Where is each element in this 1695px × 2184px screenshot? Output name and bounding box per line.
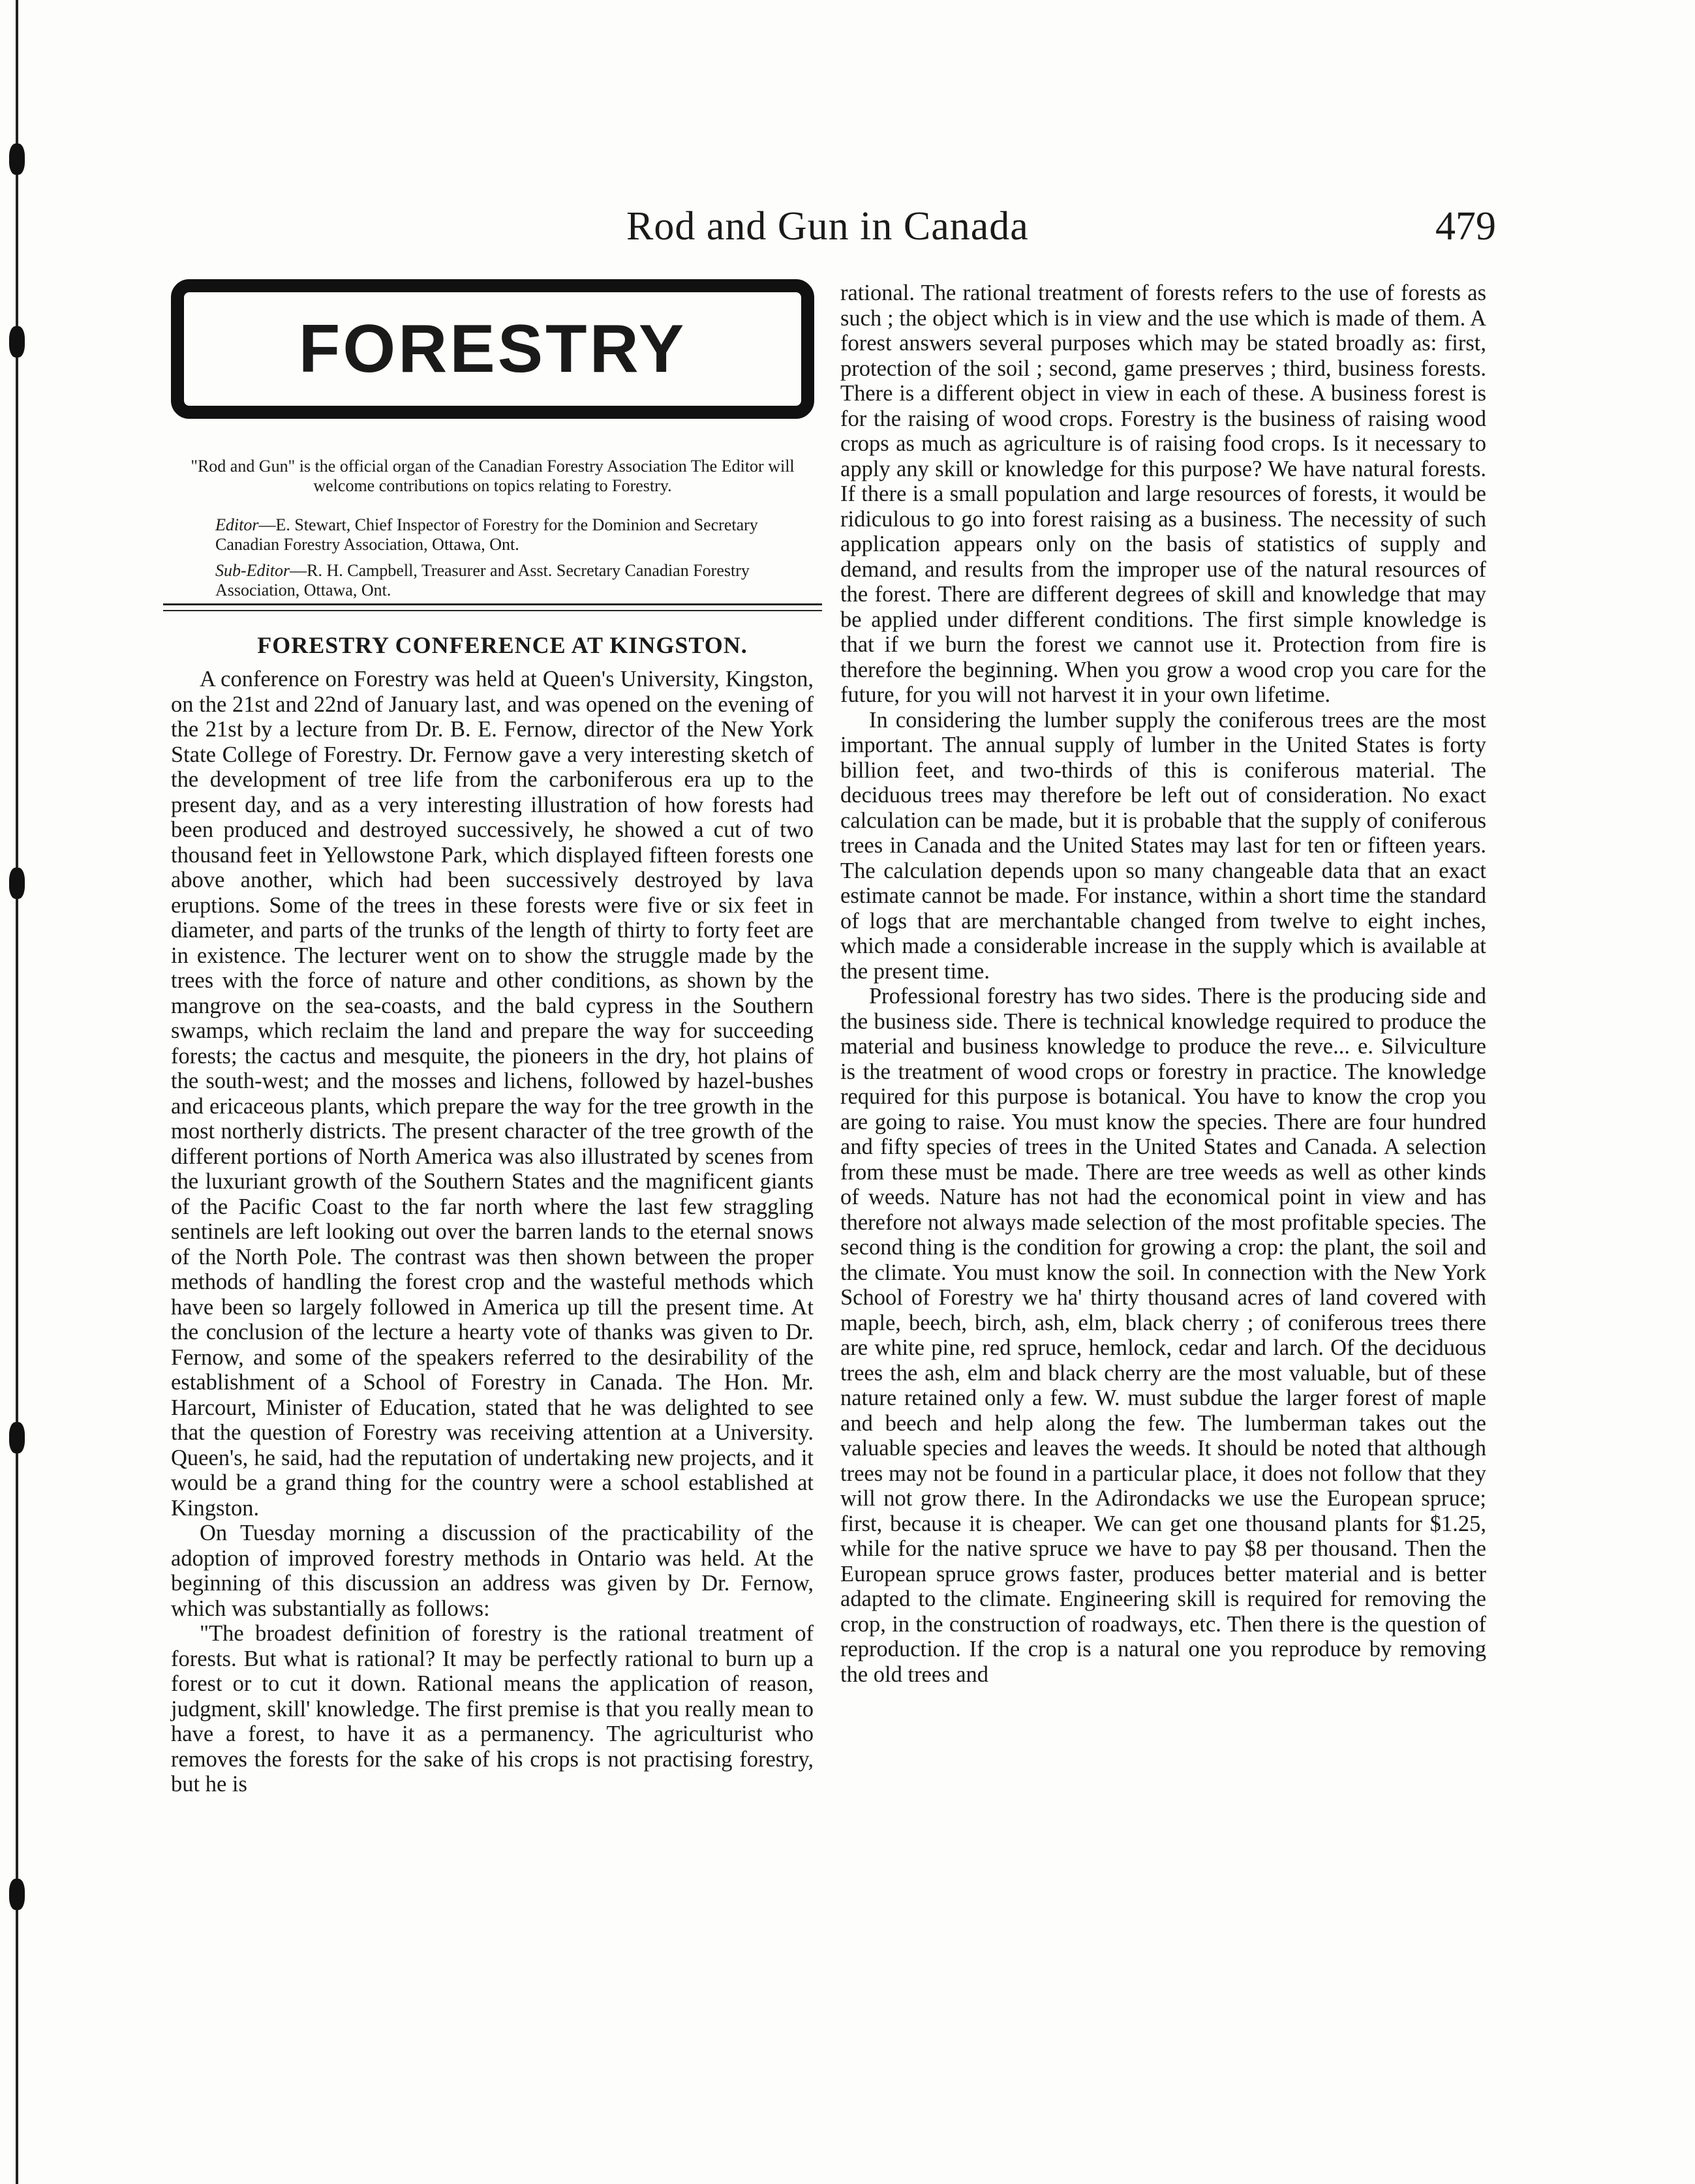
binding-mark (9, 1879, 25, 1910)
article-heading: FORESTRY CONFERENCE AT KINGSTON. (257, 632, 748, 658)
masthead-note: "Rod and Gun" is the official organ of the Canadian Forestry Association The Editor will welcome contributions on topics relating to Forestry. (191, 457, 795, 495)
paragraph: "The broadest definition of forestry is the rational treatment of forests. But what is rational? It may be perfectly rational to burn up a forest or to cut it down. Rational means the application of reason, judgment, skill' knowledge. The first premise is that you really mean to have a forest, to have it as a permanency. The agriculturist who removes the forests for the sake of his crops is not practising forestry, but he is (171, 1621, 814, 1797)
left-column (171, 667, 814, 1797)
section-title: FORESTRY (298, 311, 687, 387)
binding-mark (9, 868, 25, 899)
binding-mark (9, 326, 25, 357)
binding-mark (9, 1422, 25, 1453)
paragraph: Professional forestry has two sides. There is the producing side and the business side. There is technical knowledge required to produce the material and business knowledge to produce the reve... e. Silviculture is the treatment of wood crops or forestry in practice. The knowledge required for this purpose is botanical. You have to know the crop you are going to raise. You must know the species. There are four hundred and fifty species of trees in the United States and Canada. A selection from these must be made. There are tree weeds as well as other kinds of weeds. Nature has not had the economical point in view and has therefore not always made selection of the most profitable species. The second thing is the condition for growing a crop: the plant, the soil and the climate. You must know the soil. In connection with the New York School of Forestry we ha' thirty thousand acres of land covered with maple, beech, birch, ash, elm, black cherry ; of coniferous trees there are white pine, red spruce, hemlock, cedar and larch. Of the deciduous trees the ash, elm and black cherry are the most valuable, but of these nature retained only a few. W. must subdue the larger forest of maple and beech and help along the few. The lumberman takes out the valuable species and leaves the weeds. It should be noted that although trees may not be found in a particular place, it does not follow that they will not grow there. In the Adirondacks we use the European spruce; first, because it is cheaper. We can get one thousand plants for $1.25, while for the native spruce we have to pay $8 per thousand. Then the European spruce grows faster, produces better material and is better adapted to the climate. Engineering skill is required for removing the crop, in the construction of roadways, etc. Then there is the question of reproduction. If the crop is a natural one you reproduce by removing the old trees and (840, 984, 1486, 1687)
running-head: Rod and Gun in Canada (626, 204, 1029, 249)
subeditor-text: —R. H. Campbell, Treasurer and Asst. Secretary Canadian Forestry Association, Ottawa, Ont. (215, 561, 750, 599)
paragraph: On Tuesday morning a discussion of the practicability of the adoption of improved forestry methods in Ontario was held. At the beginning of this discussion an address was given by Dr. Fernow, which was substantially as follows: (171, 1521, 814, 1621)
divider-rule (163, 610, 822, 611)
editor-text: —E. Stewart, Chief Inspector of Forestry for the Dominion and Secretary Canadian Forestry Association, Ottawa, Ont. (215, 515, 758, 554)
binding-mark (9, 144, 25, 175)
masthead-subeditor (163, 561, 822, 600)
right-column (840, 281, 1486, 1687)
page-number: 479 (1435, 204, 1496, 249)
paragraph-continuation: rational. The rational treatment of forests refers to the use of forests as such ; the object which is in view and the use which is made of them. A forest answers several purposes which may be stated broadly as: first, protection of the soil ; second, game preserves ; third, business forests. There is a different object in view in each of these. A business forest is for the raising of wood crops. Forestry is the business of raising wood crops as much as agriculture is of raising food crops. Is it necessary to apply any skill or knowledge for this purpose? We have natural forests. If there is a small population and large resources of forests, it would be ridiculous to go into forest raising as a business. The necessity of such application appears only on the basis of statistics of supply and demand, and results from the improper use of the natural resources of the forest. There are different degrees of skill and knowledge that may be applied under different conditions. The first simple knowledge is that if we burn the forest we cannot use it. Protection from fire is therefore the beginning. When you grow a wood crop you care for the future, for you will not harvest it in your own lifetime. (840, 281, 1486, 707)
paragraph: In considering the lumber supply the coniferous trees are the most important. The annual supply of lumber in the United States is forty billion feet, and two-thirds of this is coniferous material. The deciduous trees may therefore be left out of consideration. No exact calculation can be made, but it is probable that the supply of coniferous trees in Canada and the United States may last for ten or fifteen years. The calculation depends upon so many changeable data that an exact estimate cannot be made. For instance, within a short time the standard of logs that are merchantable changed from twelve to eight inches, which made a considerable increase in the supply which is available at the present time. (840, 707, 1486, 984)
masthead-editor (163, 515, 822, 554)
divider-rule (163, 603, 822, 605)
subeditor-role: Sub-Editor (215, 561, 290, 580)
paragraph: A conference on Forestry was held at Queen's University, Kingston, on the 21st and 22nd of January last, and was opened on the evening of the 21st by a lecture from Dr. B. E. Fernow, director of the New York State College of Forestry. Dr. Fernow gave a very interesting sketch of the development of tree life from the carboniferous era up to the present day, and as a very interesting illustration of how forests had been produced and destroyed successively, he showed a cut of two thousand feet in Yellowstone Park, which displayed fifteen forests one above another, which had been successively destroyed by lava eruptions. Some of the trees in these forests were five or six feet in diameter, and parts of the trunks of the length of thirty to forty feet are in existence. The lecturer went on to show the struggle made by the trees with the force of nature and other conditions, as shown by the mangrove on the sea-coasts, and the bald cypress in the Southern swamps, which reclaim the land and prepare the way for succeeding forests; the cactus and mesquite, the pioneers in the dry, hot plains of the south-west; and the mosses and lichens, followed by hazel-bushes and ericaceous plants, which prepare the way for the tree growth in the most northerly districts. The present character of the tree growth of the different portions of North America was also illustrated by scenes from the luxuriant growth of the Southern States and the magnificent giants of the Pacific Coast to the far north where the last few straggling sentinels are left looking out over the barren lands to the eternal snows of the North Pole. The contrast was then shown between the proper methods of handling the forest crop and the wasteful methods which have been so largely followed in America up till the present time. At the conclusion of the lecture a hearty vote of thanks was given to Dr. Fernow, and some of the speakers referred to the desirability of the establishment of a School of Forestry in Canada. The Hon. Mr. Harcourt, Minister of Education, stated that he was delighted to see that the question of Forestry was receiving attention at a University. Queen's, he said, had the reputation of undertaking new projects, and it would be a grand thing for the country were a school established at Kingston. (171, 667, 814, 1521)
editor-role: Editor (215, 515, 259, 534)
section-title-box (171, 279, 814, 419)
